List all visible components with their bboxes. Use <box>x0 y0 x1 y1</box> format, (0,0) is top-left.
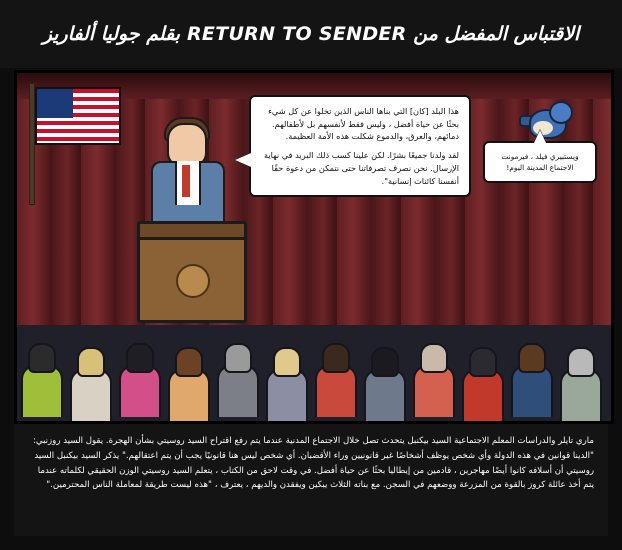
page-title: الاقتباس المفضل من RETURN TO SENDER بقلم جوليا ألفاريز <box>42 23 580 45</box>
audience-person-head <box>322 343 350 373</box>
speaker-character <box>129 103 249 343</box>
audience-person-head <box>371 347 399 377</box>
audience-person-head <box>518 343 546 373</box>
audience-person-head <box>273 347 301 377</box>
american-flag-icon <box>35 87 121 145</box>
caption-block <box>14 424 608 536</box>
speech-bubble-bird <box>483 141 597 183</box>
audience-person-head <box>77 347 105 377</box>
speech-bubble-tail <box>235 153 251 167</box>
caption-text: ماري تايلر والدراسات المعلم الاجتماعية السيد بيكنبل يتحدث تصل خلال الاجتماع المدنية عندما يتم رفع اقتراح السيد روسيتي بشأن الهجرة. يقول السيد روزنبي: "الدينا قوانين في هذه الدولة وأي شخص يوظف أشخاصًا غير قانونيين وراء الأقضبان. أي شخص ليس هنا قانونيًا يجب أن يتم اعتقالهم." يذكر السيد بيكنبل السيد روسيتي أن أسلافه كانوا أيضًا مهاجرين ، قادمين من إيطاليا بحثًا عن حياة أفضل. في وقت لاحق من الكتاب ، يتعلم السيد روسيتي الوزن الحقيقي لكلماته عندما يتم أخذ عائلة كروز بالقوة من المزرعة ووضعهم في السجن. مع بناته الثلاث يبكين ويفقدن والديهم ، يعترف ، "هذه ليست طريقة لمعاملة الناس المحترمين." <box>32 436 594 491</box>
title-bar <box>0 0 622 68</box>
audience-person-head <box>469 347 497 377</box>
podium-top <box>140 224 244 240</box>
bird-bubble-text: ويستبيري فيلد ، فيرمونت الاجتماع المدينة اليوم! <box>501 152 579 173</box>
speaker-tie <box>182 165 190 197</box>
audience-crowd <box>17 325 611 421</box>
flag-canton <box>37 89 73 118</box>
speech-line-2: لقد ولدنا جميعًا بشرًا. لكن علينا كسب ذلك البريد في نهاية الإرسال. نحن نصرف تصرفاتنا حتى نتمكن من دعوة حقًا أنفسنا كائنات إنسانية". <box>263 150 459 186</box>
bird-bubble-tail <box>534 130 546 143</box>
audience-person-head <box>224 343 252 373</box>
comic-panel <box>14 70 614 424</box>
audience-person-head <box>420 343 448 373</box>
speech-bubble-speaker <box>249 95 471 197</box>
speech-line-1: هذا البلد [كان] التي بناها الناس الذين تخلوا عن كل شيء بحثًا عن حياة أفضل ، وليس فقط لأنفسهم بل لأطفالهم. دمائهم، والعرق، والدموع شكلت هذه الأمة العظيمة. <box>268 106 459 142</box>
audience-person-head <box>567 347 595 377</box>
audience-person-head <box>175 347 203 377</box>
audience-person-head <box>126 343 154 373</box>
podium <box>137 221 247 323</box>
bird-head <box>549 101 573 124</box>
audience-person-head <box>28 343 56 373</box>
audience-row <box>17 325 611 421</box>
podium-seal <box>176 264 210 298</box>
